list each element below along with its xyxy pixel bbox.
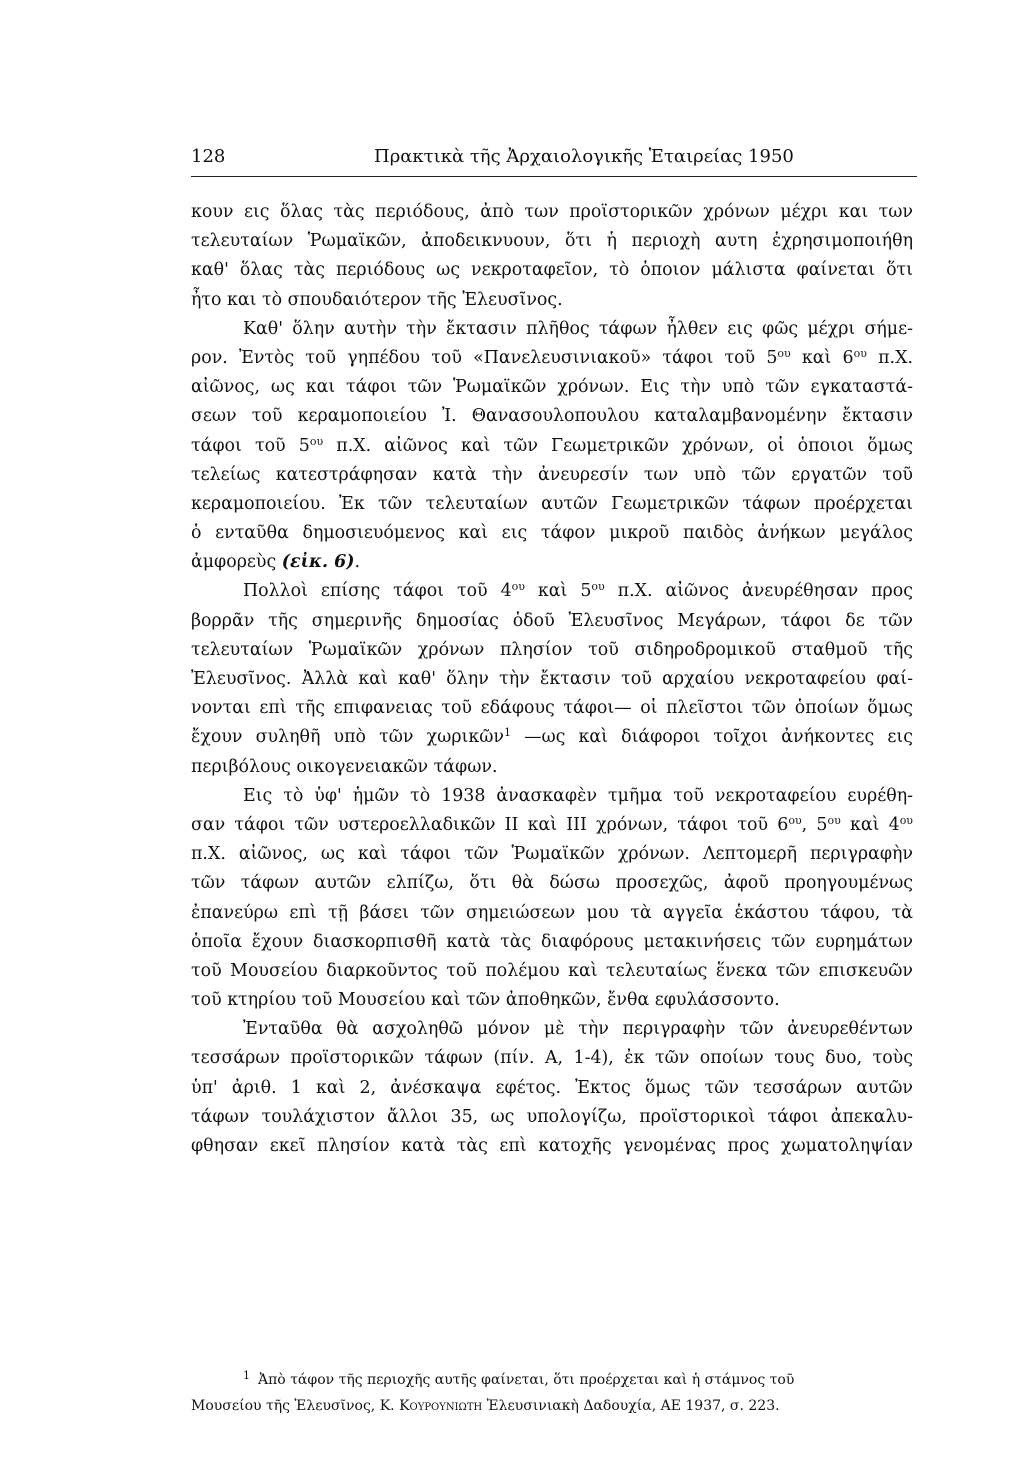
text-line: [191, 344, 913, 373]
text-segment: ἔχουν συληθῆ υπὸ τῶν χωρικῶν: [191, 727, 504, 748]
footnote-text: Ἐλευσινιακὴ Δαδουχία, ΑΕ 1937, σ. 223.: [482, 1398, 780, 1414]
ordinal-suffix: ου: [777, 346, 791, 360]
text-segment: ἀμφορεὺς: [191, 552, 277, 573]
text-line: τοῦ κτηρίου τοῦ Μουσείου καὶ τῶν ἀποθηκῶν, ἔνθα εφυλάσσοντο.: [191, 990, 780, 1011]
ordinal-suffix: ου: [591, 580, 605, 594]
text-line: κουν εις ὅλας τὰς περιόδους, ἀπὸ των προϊστορικῶν χρόνων μέχρι και των: [191, 202, 913, 222]
text-line: ὑπ' ἀριθ. 1 καὶ 2, ἀνέσκαψα εφέτος. Ἐκτος ὅμως τῶν τεσσάρων αυτῶν: [191, 1077, 913, 1098]
ordinal-suffix: ου: [853, 346, 867, 360]
footnote-line: [191, 1393, 913, 1419]
text-line: αἰῶνος, ως και τάφοι τῶν Ῥωμαϊκῶν χρόνων. Εις τὴν υπὸ τῶν εγκαταστά-: [191, 377, 913, 398]
footnote: [191, 1363, 913, 1419]
text-line: [191, 548, 913, 577]
text-segment: π.Χ. αἰῶνος καὶ τῶν Γεωμετρικῶν χρόνων, οἱ ὁποιοι ὅμως: [323, 435, 913, 456]
footnote-line: [191, 1363, 913, 1393]
text-segment: σαν τάφοι τῶν υστεροελλαδικῶν ΙΙ καὶ ΙΙΙ χρόνων, τάφοι τοῦ 6: [191, 814, 789, 835]
text-segment: Πολλοὶ επίσης τάφοι τοῦ 4: [243, 581, 512, 602]
ordinal-suffix: ου: [511, 580, 525, 594]
text-line: Εις τὸ ὑφ' ἡμῶν τὸ 1938 ἀνασκαφὲν τμῆμα τοῦ νεκροταφείου ευρέθη-: [243, 785, 913, 806]
text-line: καθ' ὅλας τὰς περιόδους ως νεκροταφεῖον, τὸ ὁποιον μάλιστα φαίνεται ὅτι: [191, 260, 913, 281]
text-segment: π.Χ.: [866, 347, 913, 368]
ordinal-suffix: ου: [899, 813, 913, 827]
text-line: βορρᾶν τῆς σημερινῆς δημοσίας ὁδοῦ Ἐλευσῖνος Μεγάρων, τάφοι δε τῶν: [191, 610, 913, 631]
running-title: Πρακτικὰ τῆς Ἀρχαιολογικῆς Ἑταιρείας 1950: [374, 146, 794, 167]
text-line: [191, 577, 913, 606]
text-segment: καὶ 5: [524, 581, 592, 602]
text-segment: καὶ 4: [840, 814, 900, 835]
footnote-text: Μουσείου τῆς Ἐλευσῖνος, Κ.: [191, 1398, 400, 1414]
footnote-marker: 1: [243, 1369, 250, 1382]
text-line: Ἐλευσῖνος. Ἀλλὰ καὶ καθ' ὅλην τὴν ἔκτασιν τοῦ αρχαίου νεκροταφείου φαί-: [191, 669, 913, 689]
text-segment: π.Χ. αἰῶνος ἀνευρέθησαν προς: [604, 581, 913, 602]
text-line: τελείως κατεστράφησαν κατὰ τὴν ἀνευρεσίν των υπὸ τῶν εργατῶν τοῦ: [191, 464, 913, 485]
text-line: [191, 811, 913, 840]
body-text: [191, 198, 913, 1161]
text-segment: , 5: [801, 814, 828, 835]
text-line: [191, 432, 913, 461]
text-line: σεων τοῦ κεραμοποιείου Ἰ. Θανασουλοπουλου καταλαμβανομένην ἔκτασιν: [191, 406, 913, 427]
footnote-reference: 1: [503, 726, 511, 740]
text-line: τεσσάρων προϊστορικῶν τάφων (πίν. Α, 1-4), ἐκ τῶν οποίων τους δυο, τοὺς: [191, 1048, 913, 1069]
text-segment: τάφοι τοῦ 5: [191, 435, 310, 456]
text-line: ἦτο και τὸ σπουδαιότερον τῆς Ἐλευσῖνος.: [191, 289, 563, 310]
text-line: Ἐνταῦθα θὰ ασχοληθῶ μόνον μὲ τὴν περιγραφὴν τῶν ἀνευρεθέντων: [243, 1019, 913, 1040]
text-line: τελευταίων Ῥωμαϊκῶν χρόνων πλησίον τοῦ σιδηροδρομικοῦ σταθμοῦ τῆς: [191, 639, 913, 660]
text-line: φθησαν εκεῖ πλησίον κατὰ τὰς επὶ κατοχῆς γενομένας προς χωματοληψίαν: [191, 1136, 913, 1156]
text-line: νονται επὶ τῆς επιφανειας τοῦ εδάφους τάφοι— οἱ πλεῖστοι τῶν ὁποίων ὅμως: [191, 698, 913, 719]
text-line: περιβόλους οικογενειακῶν τάφων.: [191, 756, 498, 777]
text-line: τοῦ Μουσείου διαρκοῦντος τοῦ πολέμου καὶ τελευταίως ἕνεκα τῶν επισκευῶν: [191, 960, 913, 981]
text-segment: .: [354, 552, 360, 573]
text-line: κεραμοποιείου. Ἐκ τῶν τελευταίων αυτῶν Γεωμετρικῶν τάφων προέρχεται: [191, 493, 913, 514]
text-line: ἐπανεύρω επὶ τῇ βάσει τῶν σημειώσεων μου τὰ αγγεῖα ἑκάστου τάφου, τὰ: [191, 902, 913, 923]
ordinal-suffix: ου: [309, 434, 324, 448]
page-header: [191, 146, 917, 177]
figure-reference: (εἰκ. 6): [281, 552, 355, 573]
ordinal-suffix: ου: [827, 813, 841, 827]
footnote-author: Κουρουνιωτη: [399, 1398, 483, 1414]
text-line: ὁ ενταῦθα δημοσιευόμενος καὶ εις τάφον μικροῦ παιδὸς ἀνήκων μεγάλος: [191, 523, 913, 544]
footnote-text: Ἀπὸ τάφον τῆς περιοχῆς αυτῆς φαίνεται, ὅτι προέρχεται καὶ ἡ στάμνος τοῦ: [258, 1372, 795, 1388]
text-line: τελευταίων Ῥωμαϊκῶν, ἀποδεικνυουν, ὅτι ἡ περιοχὴ αυτη ἐχρησιμοποιήθη: [191, 231, 913, 252]
ordinal-suffix: ου: [788, 813, 802, 827]
text-segment: ρον. Ἐντὸς τοῦ γηπέδου τοῦ «Πανελευσινιακοῦ» τάφοι τοῦ 5: [191, 347, 778, 368]
text-line: [191, 723, 913, 752]
text-segment: καὶ 6: [790, 347, 854, 368]
text-line: Καθ' ὅλην αυτὴν τὴν ἔκτασιν πλῆθος τάφων ἦλθεν εις φῶς μέχρι σήμε-: [243, 318, 913, 339]
text-line: ὁποῖα ἔχουν διασκορπισθῆ κατὰ τὰς διαφόρους μετακινήσεις τῶν ευρημάτων: [191, 931, 913, 952]
text-line: π.Χ. αἰῶνος, ως καὶ τάφοι τῶν Ῥωμαϊκῶν χρόνων. Λεπτομερῆ περιγραφὴν: [191, 844, 913, 865]
text-segment: —ως καὶ διάφοροι τοῖχοι ἀνήκοντες εις: [510, 727, 913, 748]
page-number: 128: [191, 146, 226, 167]
text-line: τάφων τουλάχιστον ἄλλοι 35, ως υπολογίζω, προϊστορικοὶ τάφοι ἀπεκαλυ-: [191, 1106, 913, 1127]
text-line: τῶν τάφων αυτῶν ελπίζω, ὅτι θὰ δώσω προσεχῶς, ἀφοῦ προηγουμένως: [191, 873, 913, 894]
